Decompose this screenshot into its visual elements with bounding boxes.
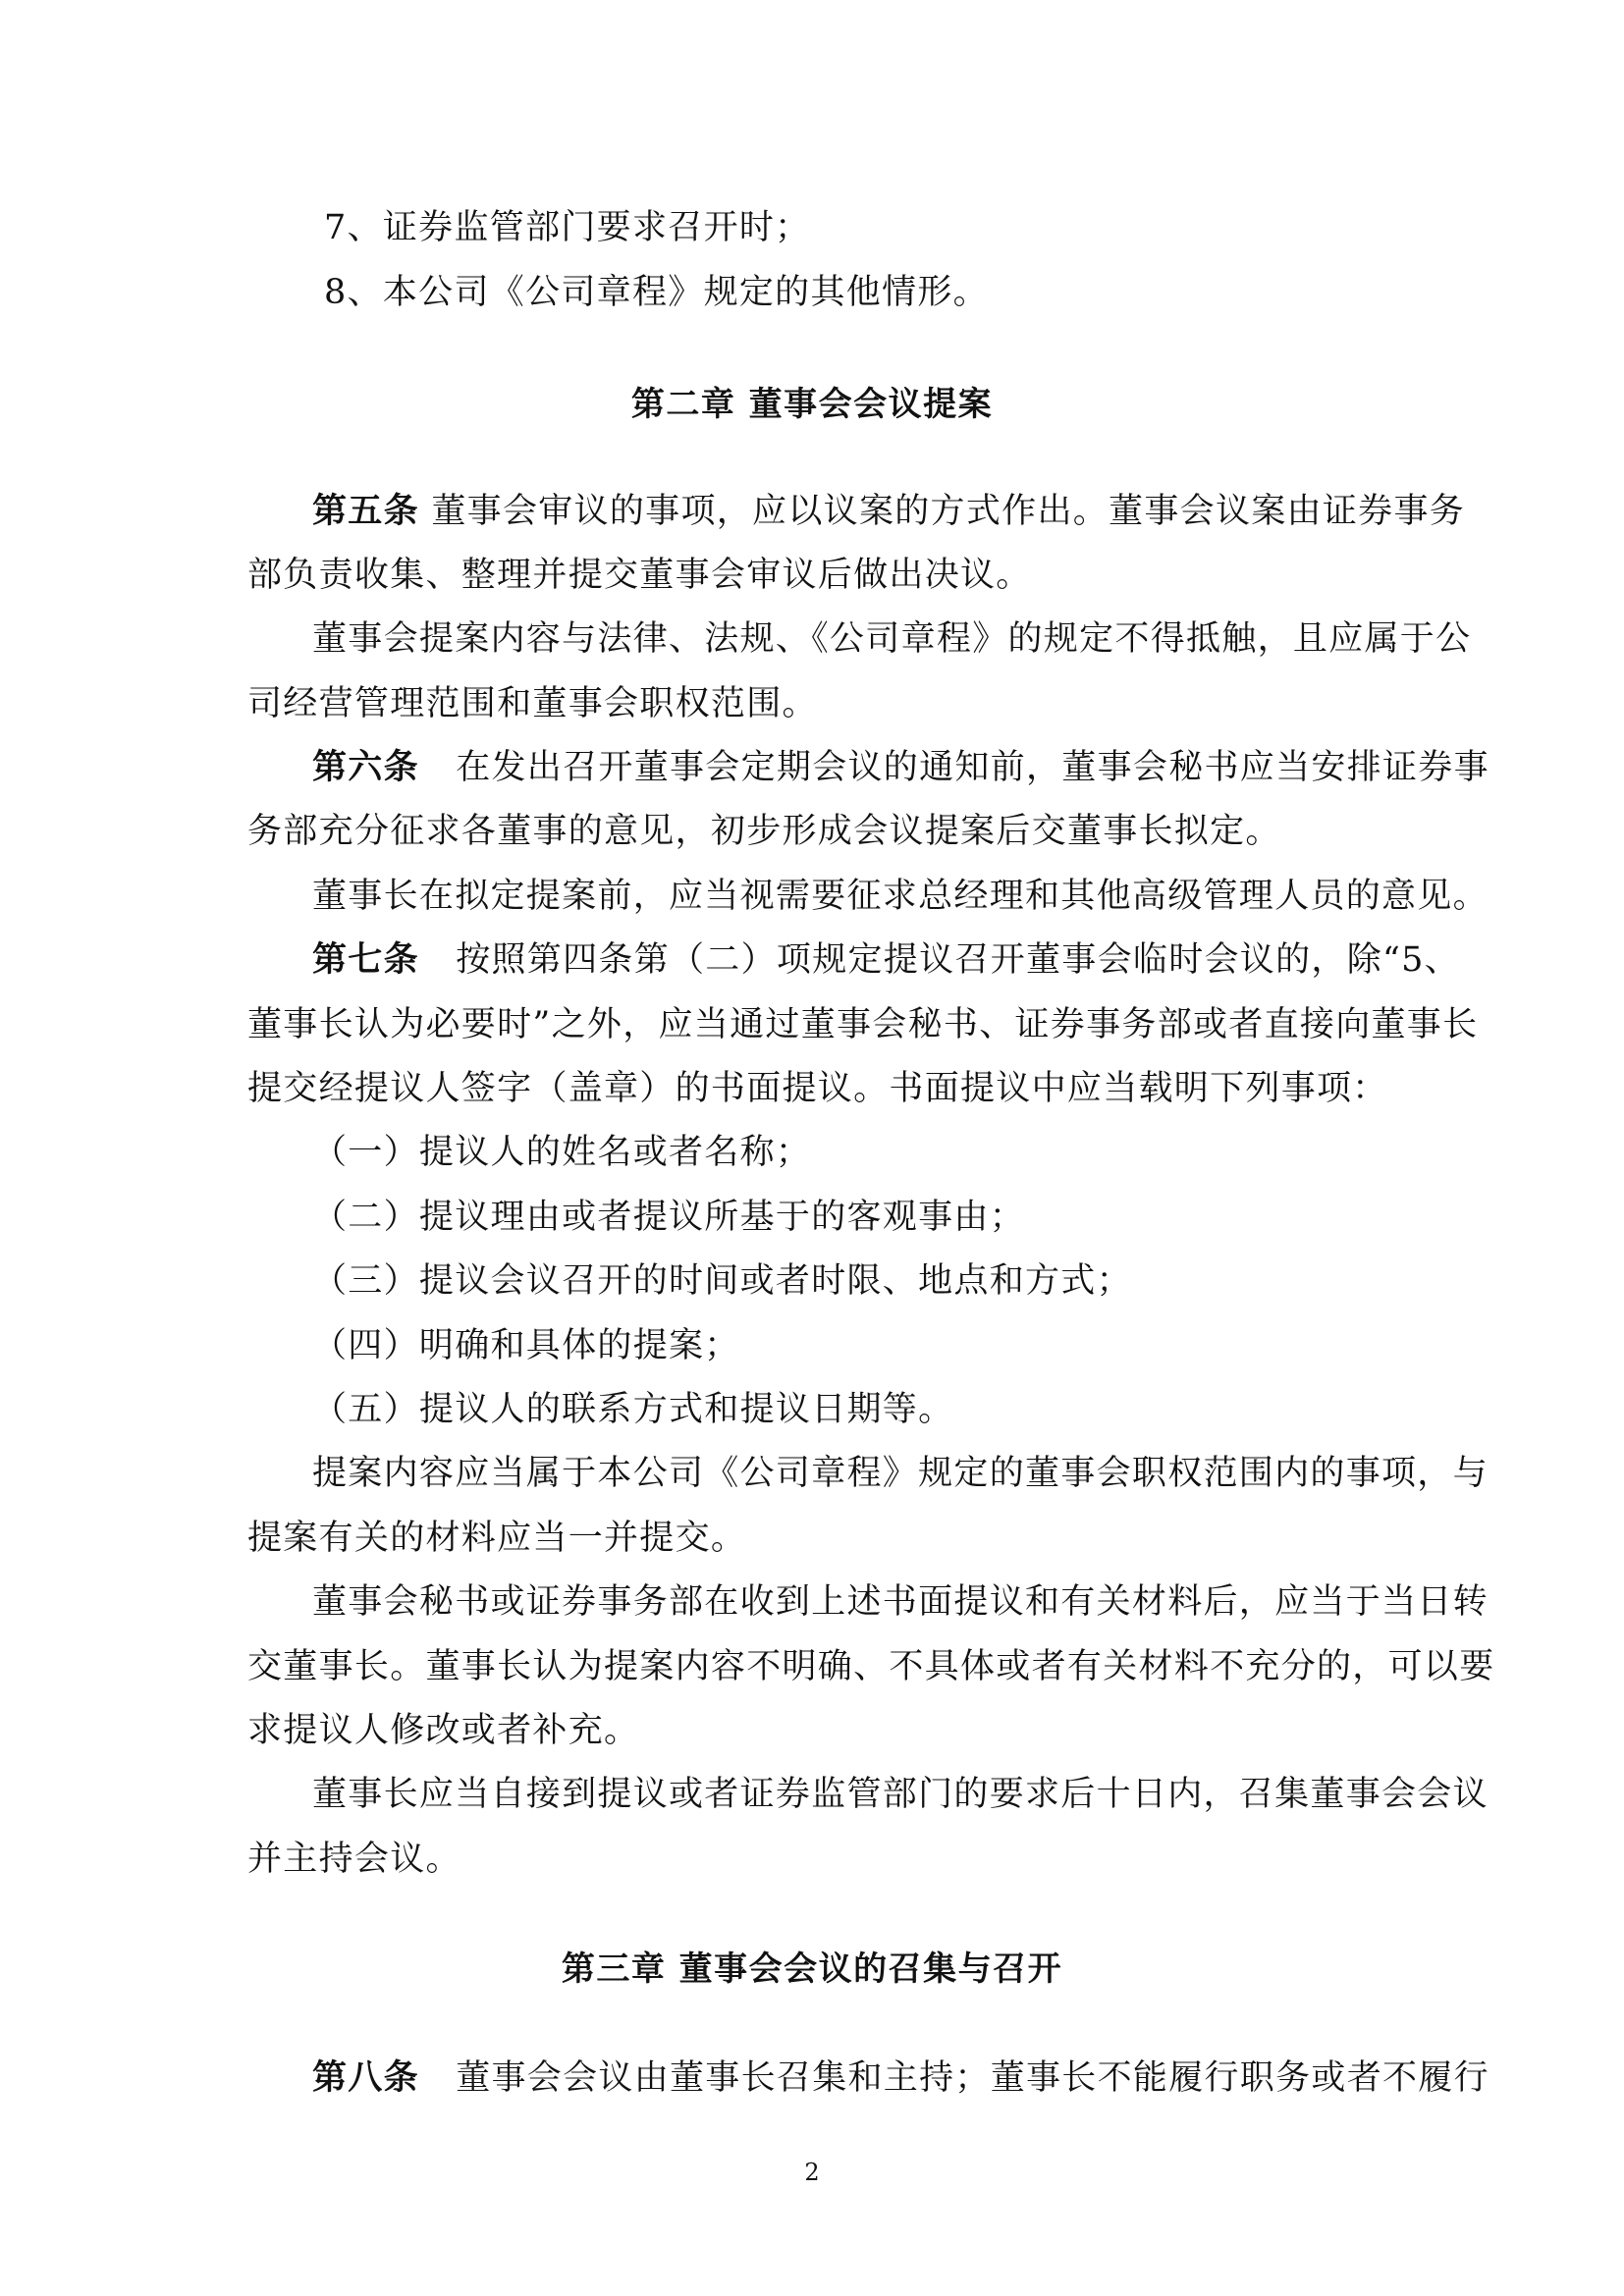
article-8-label: 第八条	[312, 2058, 419, 2098]
article-7-para-3-line-2: 交董事长。董事长认为提案内容不明确、不具体或者有关材料不充分的，可以要	[247, 1647, 1495, 1686]
list-item-7: 7、证券监管部门要求召开时；	[324, 208, 811, 247]
article-6-line-2: 务部充分征求各董事的意见，初步形成会议提案后交董事长拟定。	[247, 812, 1281, 851]
article-7-para-4-line-1: 董事长应当自接到提议或者证券监管部门的要求后十日内，召集董事会会议	[312, 1775, 1489, 1814]
article-6-para-2-line-1: 董事长在拟定提案前，应当视需要征求总经理和其他高级管理人员的意见。	[312, 877, 1489, 916]
chapter-3-heading: 第三章 董事会会议的召集与召开	[561, 1949, 1063, 1989]
article-5-text-1: 董事会审议的事项，应以议案的方式作出。董事会议案由证券事务	[431, 492, 1466, 531]
article-7-para-2-line-1: 提案内容应当属于本公司《公司章程》规定的董事会职权范围内的事项，与	[312, 1454, 1489, 1493]
article-5-line-2: 部负责收集、整理并提交董事会审议后做出决议。	[247, 556, 1032, 595]
article-5-line-1	[312, 492, 1465, 531]
article-7-line-3: 提交经提议人签字（盖章）的书面提议。书面提议中应当载明下列事项：	[247, 1069, 1388, 1108]
article-7-list-item-1: （一）提议人的姓名或者名称；	[312, 1133, 812, 1172]
article-7-list-item-5: （五）提议人的联系方式和提议日期等。	[312, 1390, 954, 1429]
chapter-2-heading: 第二章 董事会会议提案	[630, 385, 994, 424]
article-7-line-2: 董事长认为必要时”之外，应当通过董事会秘书、证券事务部或者直接向董事长	[247, 1005, 1479, 1044]
article-7-label: 第七条	[312, 940, 419, 980]
article-5-para-2-line-2: 司经营管理范围和董事会职权范围。	[247, 684, 818, 723]
article-7-line-1	[312, 940, 1460, 980]
article-7-list-item-4: （四）明确和具体的提案；	[312, 1326, 740, 1365]
article-8-text-1: 董事会会议由董事长召集和主持；董事长不能履行职务或者不履行	[456, 2058, 1489, 2098]
article-5-label: 第五条	[312, 492, 419, 531]
article-7-list-item-2: （二）提议理由或者提议所基于的客观事由；	[312, 1198, 1026, 1237]
article-7-para-4-line-2: 并主持会议。	[247, 1840, 461, 1879]
article-6-label: 第六条	[312, 748, 419, 787]
list-item-8: 8、本公司《公司章程》规定的其他情形。	[324, 273, 989, 312]
article-8-line-1	[312, 2058, 1489, 2098]
article-6-text-1: 在发出召开董事会定期会议的通知前，董事会秘书应当安排证券事	[456, 748, 1489, 787]
page-number: 2	[804, 2159, 820, 2186]
article-7-list-item-3: （三）提议会议召开的时间或者时限、地点和方式；	[312, 1261, 1132, 1301]
article-7-para-3-line-3: 求提议人修改或者补充。	[247, 1711, 640, 1750]
article-7-text-1: 按照第四条第（二）项规定提议召开董事会临时会议的，除“5、	[456, 940, 1461, 980]
article-7-para-2-line-2: 提案有关的材料应当一并提交。	[247, 1519, 747, 1558]
article-5-para-2-line-1: 董事会提案内容与法律、法规、《公司章程》的规定不得抵触，且应属于公	[312, 619, 1472, 659]
article-7-para-3-line-1: 董事会秘书或证券事务部在收到上述书面提议和有关材料后，应当于当日转	[312, 1582, 1489, 1622]
article-6-line-1	[312, 748, 1489, 787]
